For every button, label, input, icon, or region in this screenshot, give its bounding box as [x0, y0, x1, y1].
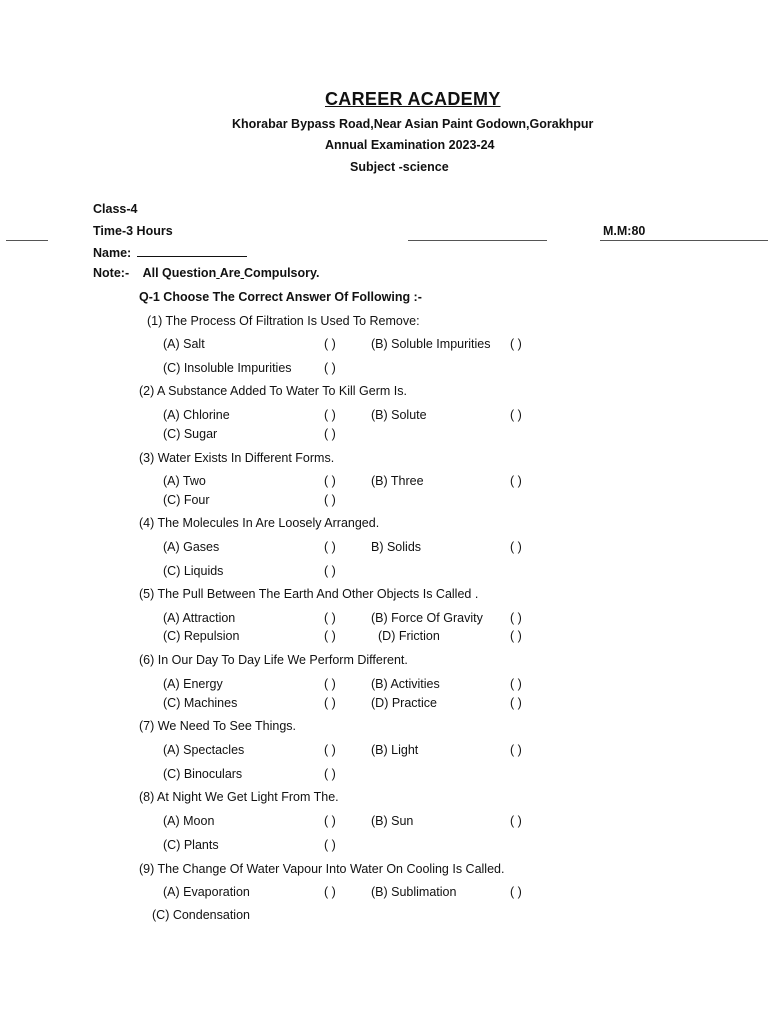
- class-label: Class-4: [93, 202, 138, 216]
- answer-paren: ( ): [324, 838, 336, 852]
- note-text-2: Are: [219, 266, 241, 280]
- exam-title: Annual Examination 2023-24: [325, 138, 495, 152]
- option-c: (C) Insoluble Impurities: [163, 361, 292, 375]
- answer-paren: ( ): [324, 427, 336, 441]
- answer-paren: ( ): [510, 474, 522, 488]
- option-c: (C) Liquids: [163, 564, 224, 578]
- answer-paren: ( ): [510, 696, 522, 710]
- option-d: (D) Friction: [378, 629, 440, 643]
- option-a: (A) Attraction: [163, 611, 236, 625]
- option-a: (A) Two: [163, 474, 206, 488]
- option-c: (C) Repulsion: [163, 629, 240, 643]
- answer-paren: ( ): [510, 885, 522, 899]
- answer-paren: ( ): [324, 564, 336, 578]
- note-text-3: Compulsory.: [244, 266, 320, 280]
- answer-paren: ( ): [510, 629, 522, 643]
- answer-paren: ( ): [510, 408, 522, 422]
- option-a: (A) Moon: [163, 814, 215, 828]
- answer-paren: ( ): [324, 743, 336, 757]
- divider-line: [600, 240, 768, 241]
- question-text: (7) We Need To See Things.: [139, 719, 297, 733]
- option-a: (A) Salt: [163, 337, 205, 351]
- answer-paren: ( ): [510, 540, 522, 554]
- school-address: Khorabar Bypass Road,Near Asian Paint Godown,Gorakhpur: [232, 117, 594, 131]
- option-c: (C) Binoculars: [163, 767, 243, 781]
- option-d: (D) Practice: [371, 696, 437, 710]
- answer-paren: ( ): [324, 885, 336, 899]
- option-b: (B) Force Of Gravity: [371, 611, 483, 625]
- answer-paren: ( ): [324, 540, 336, 554]
- answer-paren: ( ): [324, 474, 336, 488]
- option-c: (C) Sugar: [163, 427, 218, 441]
- option-b: (B) Soluble Impurities: [371, 337, 491, 351]
- note-line: [93, 266, 320, 280]
- answer-paren: ( ): [324, 611, 336, 625]
- answer-paren: ( ): [510, 337, 522, 351]
- option-b: (B) Sublimation: [371, 885, 457, 899]
- answer-paren: ( ): [324, 696, 336, 710]
- answer-paren: ( ): [324, 767, 336, 781]
- option-a: (A) Gases: [163, 540, 220, 554]
- divider-line: [6, 240, 48, 241]
- question-text: (8) At Night We Get Light From The.: [139, 790, 339, 804]
- option-b: (B) Activities: [371, 677, 440, 691]
- option-a: (A) Evaporation: [163, 885, 250, 899]
- note-label: Note:-: [93, 266, 130, 280]
- question-text: (6) In Our Day To Day Life We Perform Different.: [139, 653, 408, 667]
- school-title: CAREER ACADEMY: [325, 89, 501, 109]
- question-text: (3) Water Exists In Different Forms.: [139, 451, 335, 465]
- option-b: (B) Light: [371, 743, 419, 757]
- option-c: (C) Condensation: [152, 908, 250, 922]
- section-heading: Q-1 Choose The Correct Answer Of Following :-: [139, 290, 422, 304]
- option-a: (A) Energy: [163, 677, 223, 691]
- answer-paren: ( ): [510, 611, 522, 625]
- option-c: (C) Machines: [163, 696, 238, 710]
- note-text-1: All Question: [142, 266, 217, 280]
- answer-paren: ( ): [324, 408, 336, 422]
- option-b: (B) Solute: [371, 408, 427, 422]
- answer-paren: ( ): [324, 337, 336, 351]
- subject-label: Subject -science: [350, 160, 449, 174]
- answer-paren: ( ): [510, 677, 522, 691]
- option-c: (C) Plants: [163, 838, 219, 852]
- answer-paren: ( ): [510, 743, 522, 757]
- question-text: (2) A Substance Added To Water To Kill Germ Is.: [139, 384, 407, 398]
- question-text: (5) The Pull Between The Earth And Other Objects Is Called .: [139, 587, 479, 601]
- answer-paren: ( ): [324, 493, 336, 507]
- name-field: [93, 245, 247, 260]
- answer-paren: ( ): [324, 629, 336, 643]
- question-text: (1) The Process Of Filtration Is Used To Remove:: [147, 314, 420, 328]
- option-b: (B) Sun: [371, 814, 414, 828]
- option-a: (A) Spectacles: [163, 743, 245, 757]
- option-b: B) Solids: [371, 540, 422, 554]
- question-text: (9) The Change Of Water Vapour Into Water On Cooling Is Called.: [139, 862, 505, 876]
- option-c: (C) Four: [163, 493, 210, 507]
- name-label: Name:: [93, 246, 132, 260]
- answer-paren: ( ): [510, 814, 522, 828]
- divider-line: [408, 240, 547, 241]
- time-label: Time-3 Hours: [93, 224, 173, 238]
- option-b: (B) Three: [371, 474, 424, 488]
- max-marks: M.M:80: [603, 224, 646, 238]
- option-a: (A) Chlorine: [163, 408, 230, 422]
- answer-paren: ( ): [324, 814, 336, 828]
- name-blank: [137, 245, 247, 257]
- answer-paren: ( ): [324, 361, 336, 375]
- question-text: (4) The Molecules In Are Loosely Arranged.: [139, 516, 380, 530]
- answer-paren: ( ): [324, 677, 336, 691]
